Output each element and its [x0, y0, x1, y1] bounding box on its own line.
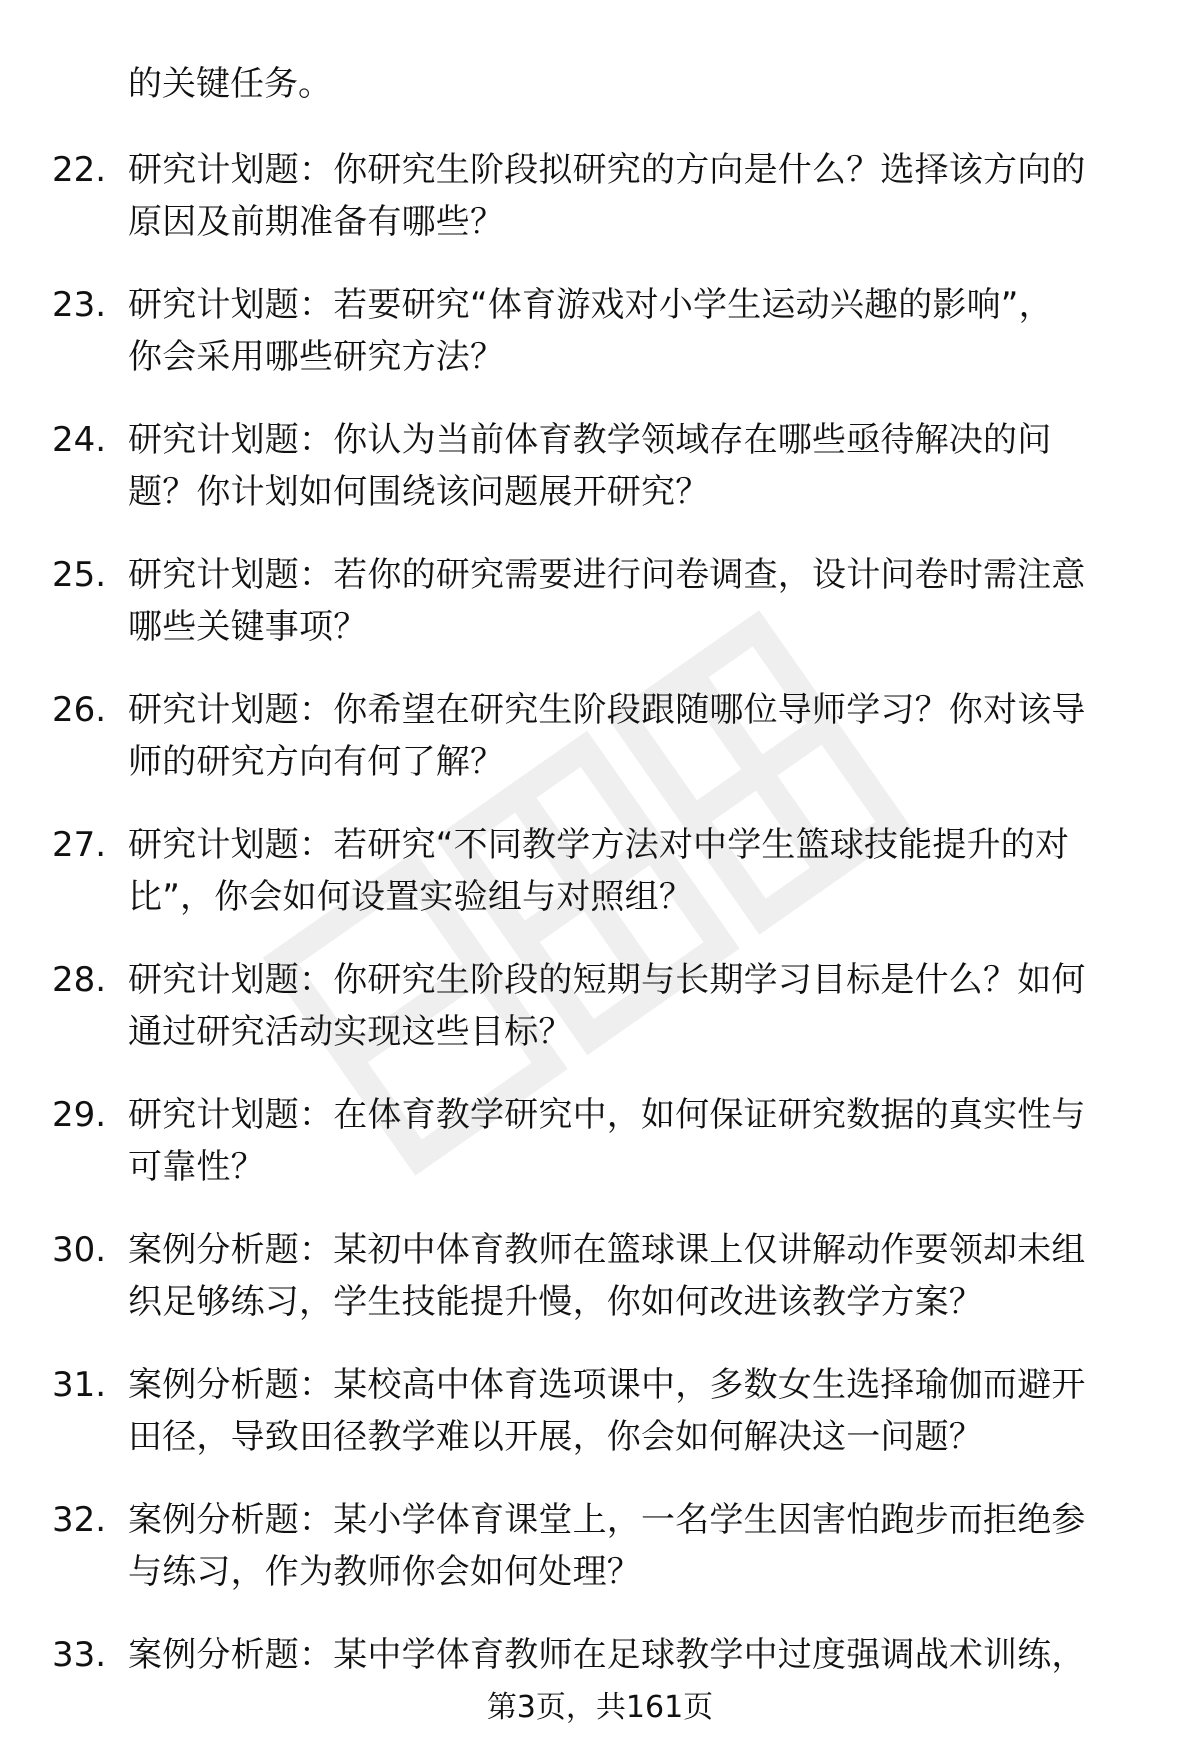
question-text-line: 案例分析题：某校高中体育选项课中，多数女生选择瑜伽而避开	[128, 1365, 1086, 1405]
question-text	[128, 144, 1142, 248]
question-item	[52, 1494, 1142, 1598]
question-text	[128, 1089, 1142, 1193]
question-text-line: 研究计划题：你认为当前体育教学领域存在哪些亟待解决的问	[128, 420, 1052, 460]
question-text-line: 案例分析题：某初中体育教师在篮球课上仅讲解动作要领却未组	[128, 1230, 1086, 1270]
question-text	[128, 1494, 1142, 1598]
question-text	[128, 954, 1142, 1058]
question-text	[128, 819, 1142, 923]
question-number: 29.	[52, 1095, 107, 1135]
question-text-line: 通过研究活动实现这些目标？	[128, 1012, 573, 1052]
question-text-line: 你会采用哪些研究方法？	[128, 337, 505, 377]
question-item	[52, 1089, 1142, 1193]
question-item	[52, 819, 1142, 923]
question-number: 26.	[52, 690, 107, 730]
question-item	[52, 1224, 1142, 1328]
question-text-line: 研究计划题：若研究“不同教学方法对中学生篮球技能提升的对	[128, 825, 1070, 865]
question-text-line: 织足够练习，学生技能提升慢，你如何改进该教学方案？	[128, 1282, 983, 1322]
question-text	[128, 549, 1142, 653]
question-text-line: 题？你计划如何围绕该问题展开研究？	[128, 472, 710, 512]
question-item	[52, 954, 1142, 1058]
question-text-line: 原因及前期准备有哪些？	[128, 202, 505, 242]
question-text-line: 研究计划题：在体育教学研究中，如何保证研究数据的真实性与	[128, 1095, 1086, 1135]
question-text-line: 哪些关键事项？	[128, 607, 368, 647]
question-text-line: 案例分析题：某小学体育课堂上，一名学生因害怕跑步而拒绝参	[128, 1500, 1086, 1540]
question-number: 23.	[52, 285, 107, 325]
question-content	[52, 58, 1142, 1712]
question-text	[128, 1359, 1142, 1463]
question-text-line: 师的研究方向有何了解？	[128, 742, 505, 782]
question-item	[52, 1359, 1142, 1463]
question-item	[52, 1629, 1142, 1681]
question-text	[128, 414, 1142, 518]
question-text-line: 案例分析题：某中学体育教师在足球教学中过度强调战术训练，	[128, 1635, 1086, 1675]
question-item	[52, 414, 1142, 518]
question-text-line: 田径，导致田径教学难以开展，你会如何解决这一问题？	[128, 1417, 983, 1457]
question-text-line: 与练习，作为教师你会如何处理？	[128, 1552, 641, 1592]
question-text-line: 研究计划题：若你的研究需要进行问卷调查，设计问卷时需注意	[128, 555, 1086, 595]
question-text	[128, 1629, 1142, 1681]
question-number: 25.	[52, 555, 107, 595]
question-item	[52, 684, 1142, 788]
question-text	[128, 684, 1142, 788]
question-number: 24.	[52, 420, 107, 460]
question-number: 27.	[52, 825, 107, 865]
question-list	[52, 144, 1142, 1681]
question-number: 22.	[52, 150, 107, 190]
question-text	[128, 279, 1142, 383]
question-text	[128, 1224, 1142, 1328]
question-text-line: 比”，你会如何设置实验组与对照组？	[128, 877, 694, 917]
page-footer: 第3页，共161页	[486, 1690, 714, 1725]
continuation-text: 的关键任务。	[128, 64, 332, 104]
question-item	[52, 549, 1142, 653]
question-text-line: 研究计划题：你研究生阶段的短期与长期学习目标是什么？如何	[128, 960, 1086, 1000]
question-number: 31.	[52, 1365, 107, 1405]
question-text-line: 可靠性？	[128, 1147, 265, 1187]
question-number: 30.	[52, 1230, 107, 1270]
question-number: 32.	[52, 1500, 107, 1540]
question-text-line: 研究计划题：若要研究“体育游戏对小学生运动兴趣的影响”，	[128, 285, 1053, 325]
question-text-line: 研究计划题：你希望在研究生阶段跟随哪位导师学习？你对该导	[128, 690, 1086, 730]
question-number: 28.	[52, 960, 107, 1000]
question-text-line: 研究计划题：你研究生阶段拟研究的方向是什么？选择该方向的	[128, 150, 1086, 190]
question-item	[52, 144, 1142, 248]
question-number: 33.	[52, 1635, 107, 1675]
question-item	[52, 279, 1142, 383]
